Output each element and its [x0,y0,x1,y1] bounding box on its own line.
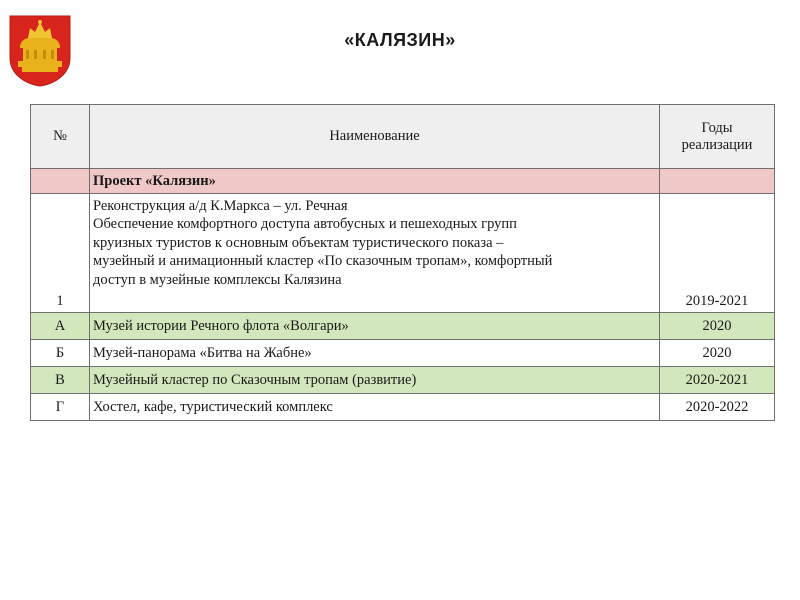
header-years-line1: Годы [701,119,733,136]
row-years: 2020-2022 [660,394,775,421]
row-name: Музей-панорама «Битва на Жабне» [90,340,660,367]
row-name-line: доступ в музейные комплексы Калязина [93,271,342,288]
row-num: А [31,313,90,340]
row-years: 2020 [660,340,775,367]
row-name-line: Реконструкция а/д К.Маркса – ул. Речная [93,198,348,214]
table-header-row [31,105,775,169]
row-years: 2020 [660,313,775,340]
header-name: Наименование [90,105,660,169]
row-num: 1 [31,194,90,313]
table-row [31,313,775,340]
section-name: Проект «Калязин» [90,169,660,194]
projects-table [30,104,775,421]
table-row [31,194,775,313]
table-row [31,340,775,367]
header-years [660,105,775,169]
row-name-line: Обеспечение комфортного доступа автобусных и пешеходных групп [93,216,517,233]
page-title: «КАЛЯЗИН» [344,30,456,50]
row-years: 2020-2021 [660,367,775,394]
table-row [31,394,775,421]
row-name [90,194,660,313]
row-name-line: музейный и анимационный кластер «По сказочным тропам», комфортный [93,253,553,270]
row-name: Музей истории Речного флота «Волгари» [90,313,660,340]
section-years [660,169,775,194]
coat-of-arms-icon [8,14,72,88]
section-row [31,169,775,194]
section-num [31,169,90,194]
row-num: Б [31,340,90,367]
header-num: № [31,105,90,169]
row-name-line: круизных туристов к основным объектам туристического показа – [93,234,504,251]
row-name: Хостел, кафе, туристический комплекс [90,394,660,421]
row-years: 2019-2021 [660,194,775,313]
row-name: Музейный кластер по Сказочным тропам (развитие) [90,367,660,394]
header-years-line2: реализации [681,136,753,153]
table-row [31,367,775,394]
row-num: В [31,367,90,394]
row-num: Г [31,394,90,421]
